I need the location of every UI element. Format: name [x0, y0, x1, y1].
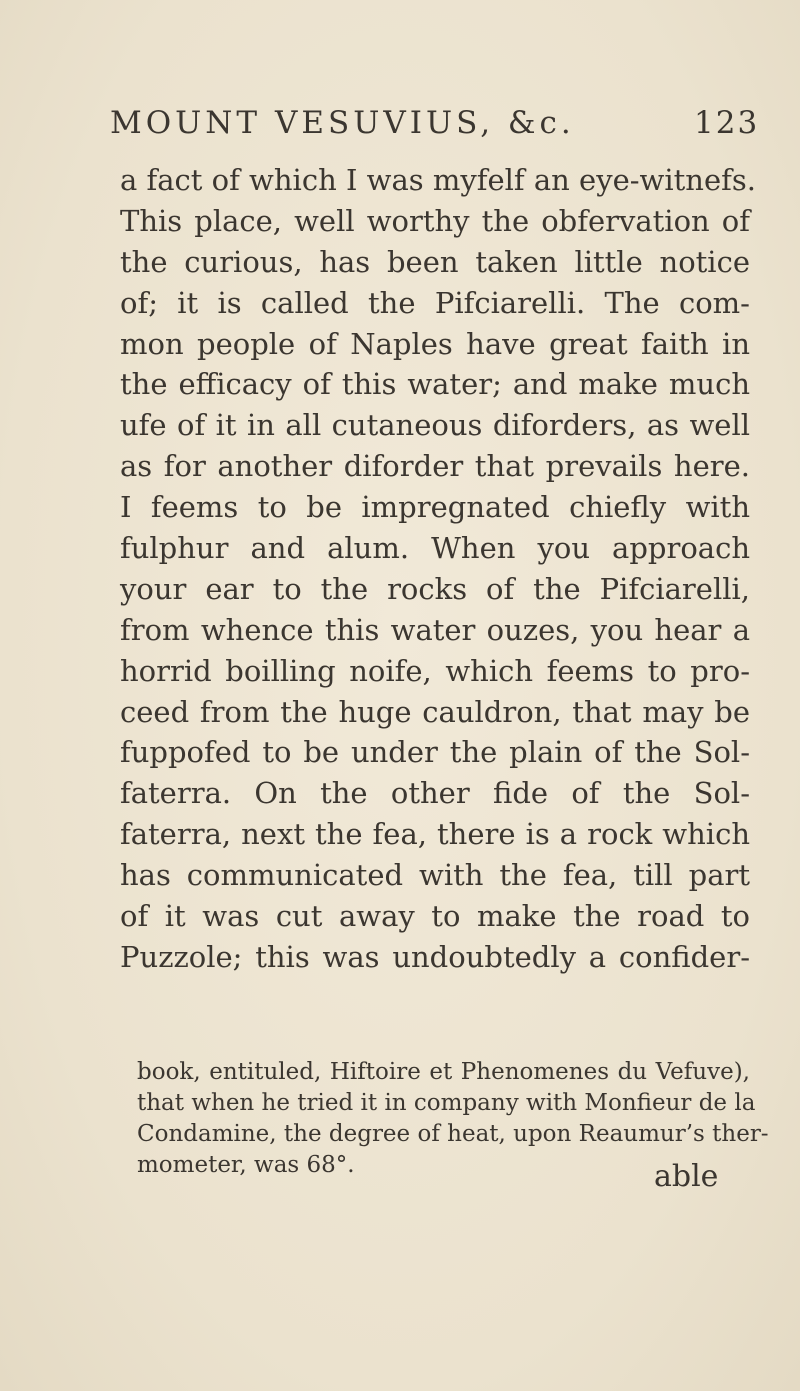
page-number: 123 — [694, 105, 760, 141]
text-line: fuppofed to be under the plain of the Sol- — [120, 735, 750, 770]
text-line: ceed from the huge cauldron, that may be — [120, 694, 750, 729]
text-line: Puzzole; this was undoubtedly a confider- — [120, 939, 750, 974]
text-line: of; it is called the Pifciarelli. The com- — [120, 285, 750, 320]
text-line: mon people of Naples have great faith in — [120, 326, 750, 361]
text-line: fulphur and alum. When you approach — [120, 531, 750, 566]
text-line: the efficacy of this water; and make much — [120, 367, 750, 402]
footnote-line: Condamine, the degree of heat, upon Reaumur’s ther- — [137, 1121, 769, 1147]
text-line: horrid boilling noife, which feems to pro- — [120, 653, 750, 688]
footnote-line: that when he tried it in company with Monfieur de la — [137, 1090, 756, 1116]
running-head — [110, 103, 760, 143]
text-line: faterra. On the other fide of the Sol- — [120, 776, 750, 811]
text-line: faterra, next the fea, there is a rock which — [120, 817, 750, 852]
text-line: your ear to the rocks of the Pifciarelli, — [120, 571, 750, 606]
footnote-line: book, entituled, Hiftoire et Phenomenes du Vefuve), — [137, 1059, 750, 1085]
text-line: has communicated with the fea, till part — [120, 858, 750, 893]
catchword: able — [654, 1159, 719, 1194]
text-line: as for another diforder that prevails here. — [120, 449, 750, 484]
text-line: ufe of it in all cutaneous diforders, as well — [120, 408, 750, 443]
text-line: a fact of which I was myfelf an eye-witnefs. — [120, 163, 756, 197]
text-line: of it was cut away to make the road to — [120, 899, 750, 934]
text-line: I feems to be impregnated chiefly with — [120, 490, 750, 525]
text-line: the curious, has been taken little notice — [120, 244, 750, 279]
text-line: from whence this water ouzes, you hear a — [120, 612, 750, 647]
running-title: MOUNT VESUVIUS, &c. — [110, 105, 575, 141]
body-text — [120, 160, 756, 978]
text-line: This place, well worthy the obfervation of — [120, 203, 750, 238]
footnote-line: mometer, was 68°. — [137, 1152, 355, 1178]
